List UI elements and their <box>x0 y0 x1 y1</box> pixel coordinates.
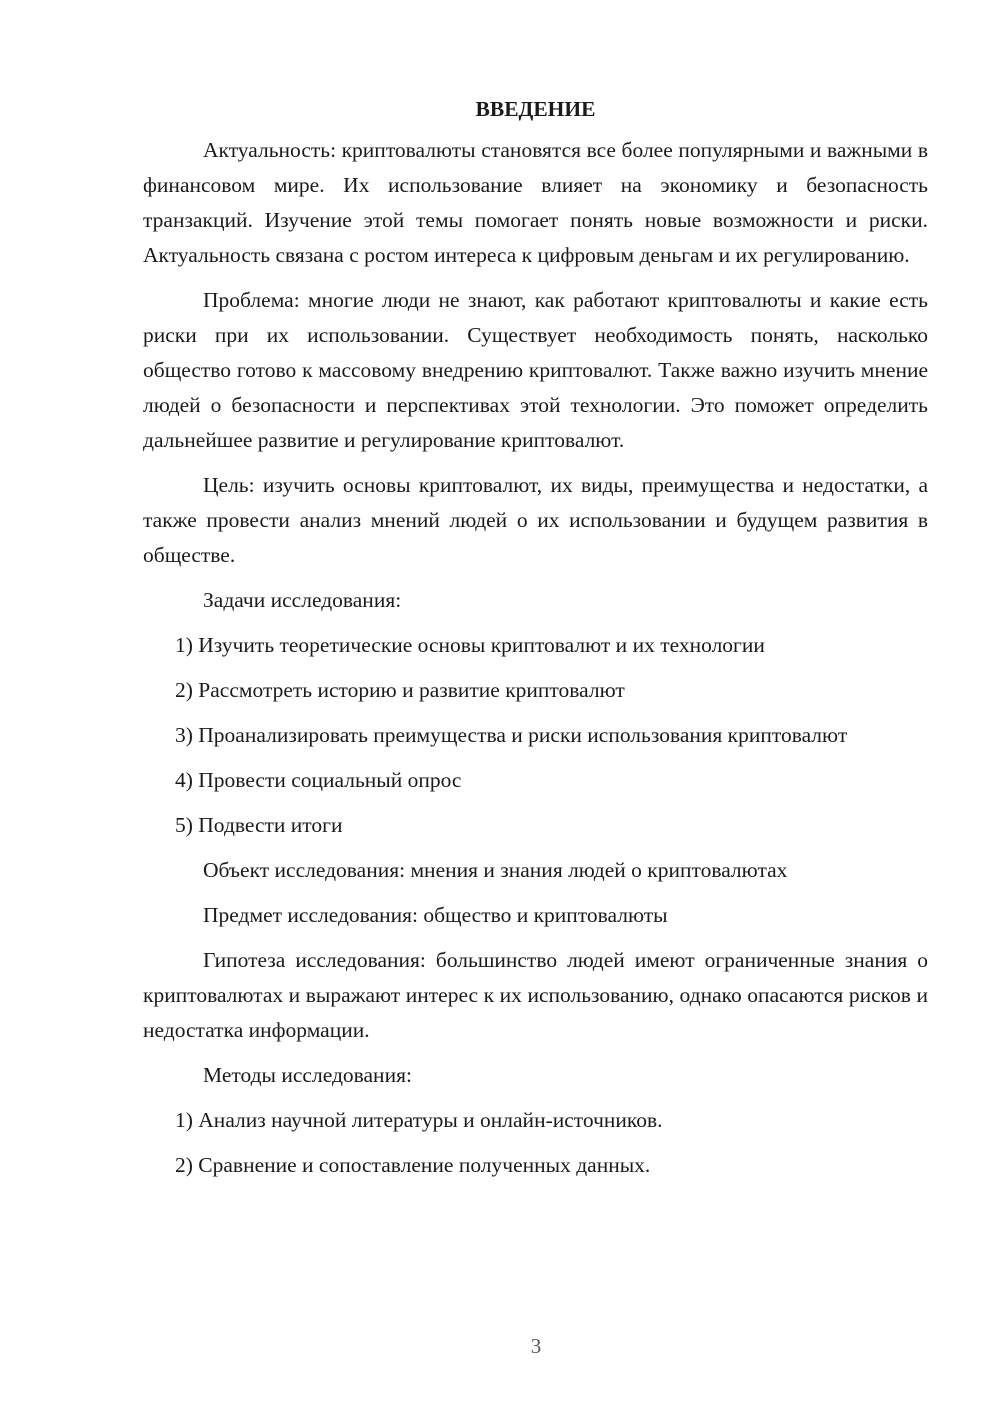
tasks-heading: Задачи исследования: <box>203 588 402 612</box>
section-title: ВВЕДЕНИЕ <box>475 97 596 121</box>
task-item-4: 4) Провести социальный опрос <box>175 768 462 792</box>
relevance-paragraph: Актуальность: криптовалюты становятся все более популярными и важными в финансовом мире. Их использование влияет на экономику и безопасность транзакций. Изучение этой темы помогает понять новые возможности и риски. Актуальность связана с ростом интереса к цифровым деньгам и их регулированию. <box>143 138 928 267</box>
task-item-3: 3) Проанализировать преимущества и риски использования криптовалют <box>175 723 848 747</box>
method-item-2: 2) Сравнение и сопоставление полученных данных. <box>175 1153 651 1177</box>
subject-paragraph: Предмет исследования: общество и криптовалюты <box>203 903 668 927</box>
method-item-1: 1) Анализ научной литературы и онлайн-источников. <box>175 1108 663 1132</box>
document-page <box>143 92 928 1193</box>
goal-paragraph: Цель: изучить основы криптовалют, их виды, преимущества и недостатки, а также провести анализ мнений людей о их использовании и будущем развития в обществе. <box>143 473 928 567</box>
problem-paragraph: Проблема: многие люди не знают, как работают криптовалюты и какие есть риски при их использовании. Существует необходимость понять, насколько общество готово к массовому внедрению криптовалют. Также важно изучить мнение людей о безопасности и перспективах этой технологии. Это поможет определить дальнейшее развитие и регулирование криптовалют. <box>143 288 928 452</box>
task-item-5: 5) Подвести итоги <box>175 813 343 837</box>
object-paragraph: Объект исследования: мнения и знания людей о криптовалютах <box>203 858 788 882</box>
page-number: 3 <box>530 1334 542 1358</box>
task-item-2: 2) Рассмотреть историю и развитие криптовалют <box>175 678 625 702</box>
methods-heading: Методы исследования: <box>203 1063 412 1087</box>
task-item-1: 1) Изучить теоретические основы криптовалют и их технологии <box>175 633 765 657</box>
hypothesis-paragraph: Гипотеза исследования: большинство людей имеют ограниченные знания о криптовалютах и выражают интерес к их использованию, однако опасаются рисков и недостатка информации. <box>143 948 928 1042</box>
